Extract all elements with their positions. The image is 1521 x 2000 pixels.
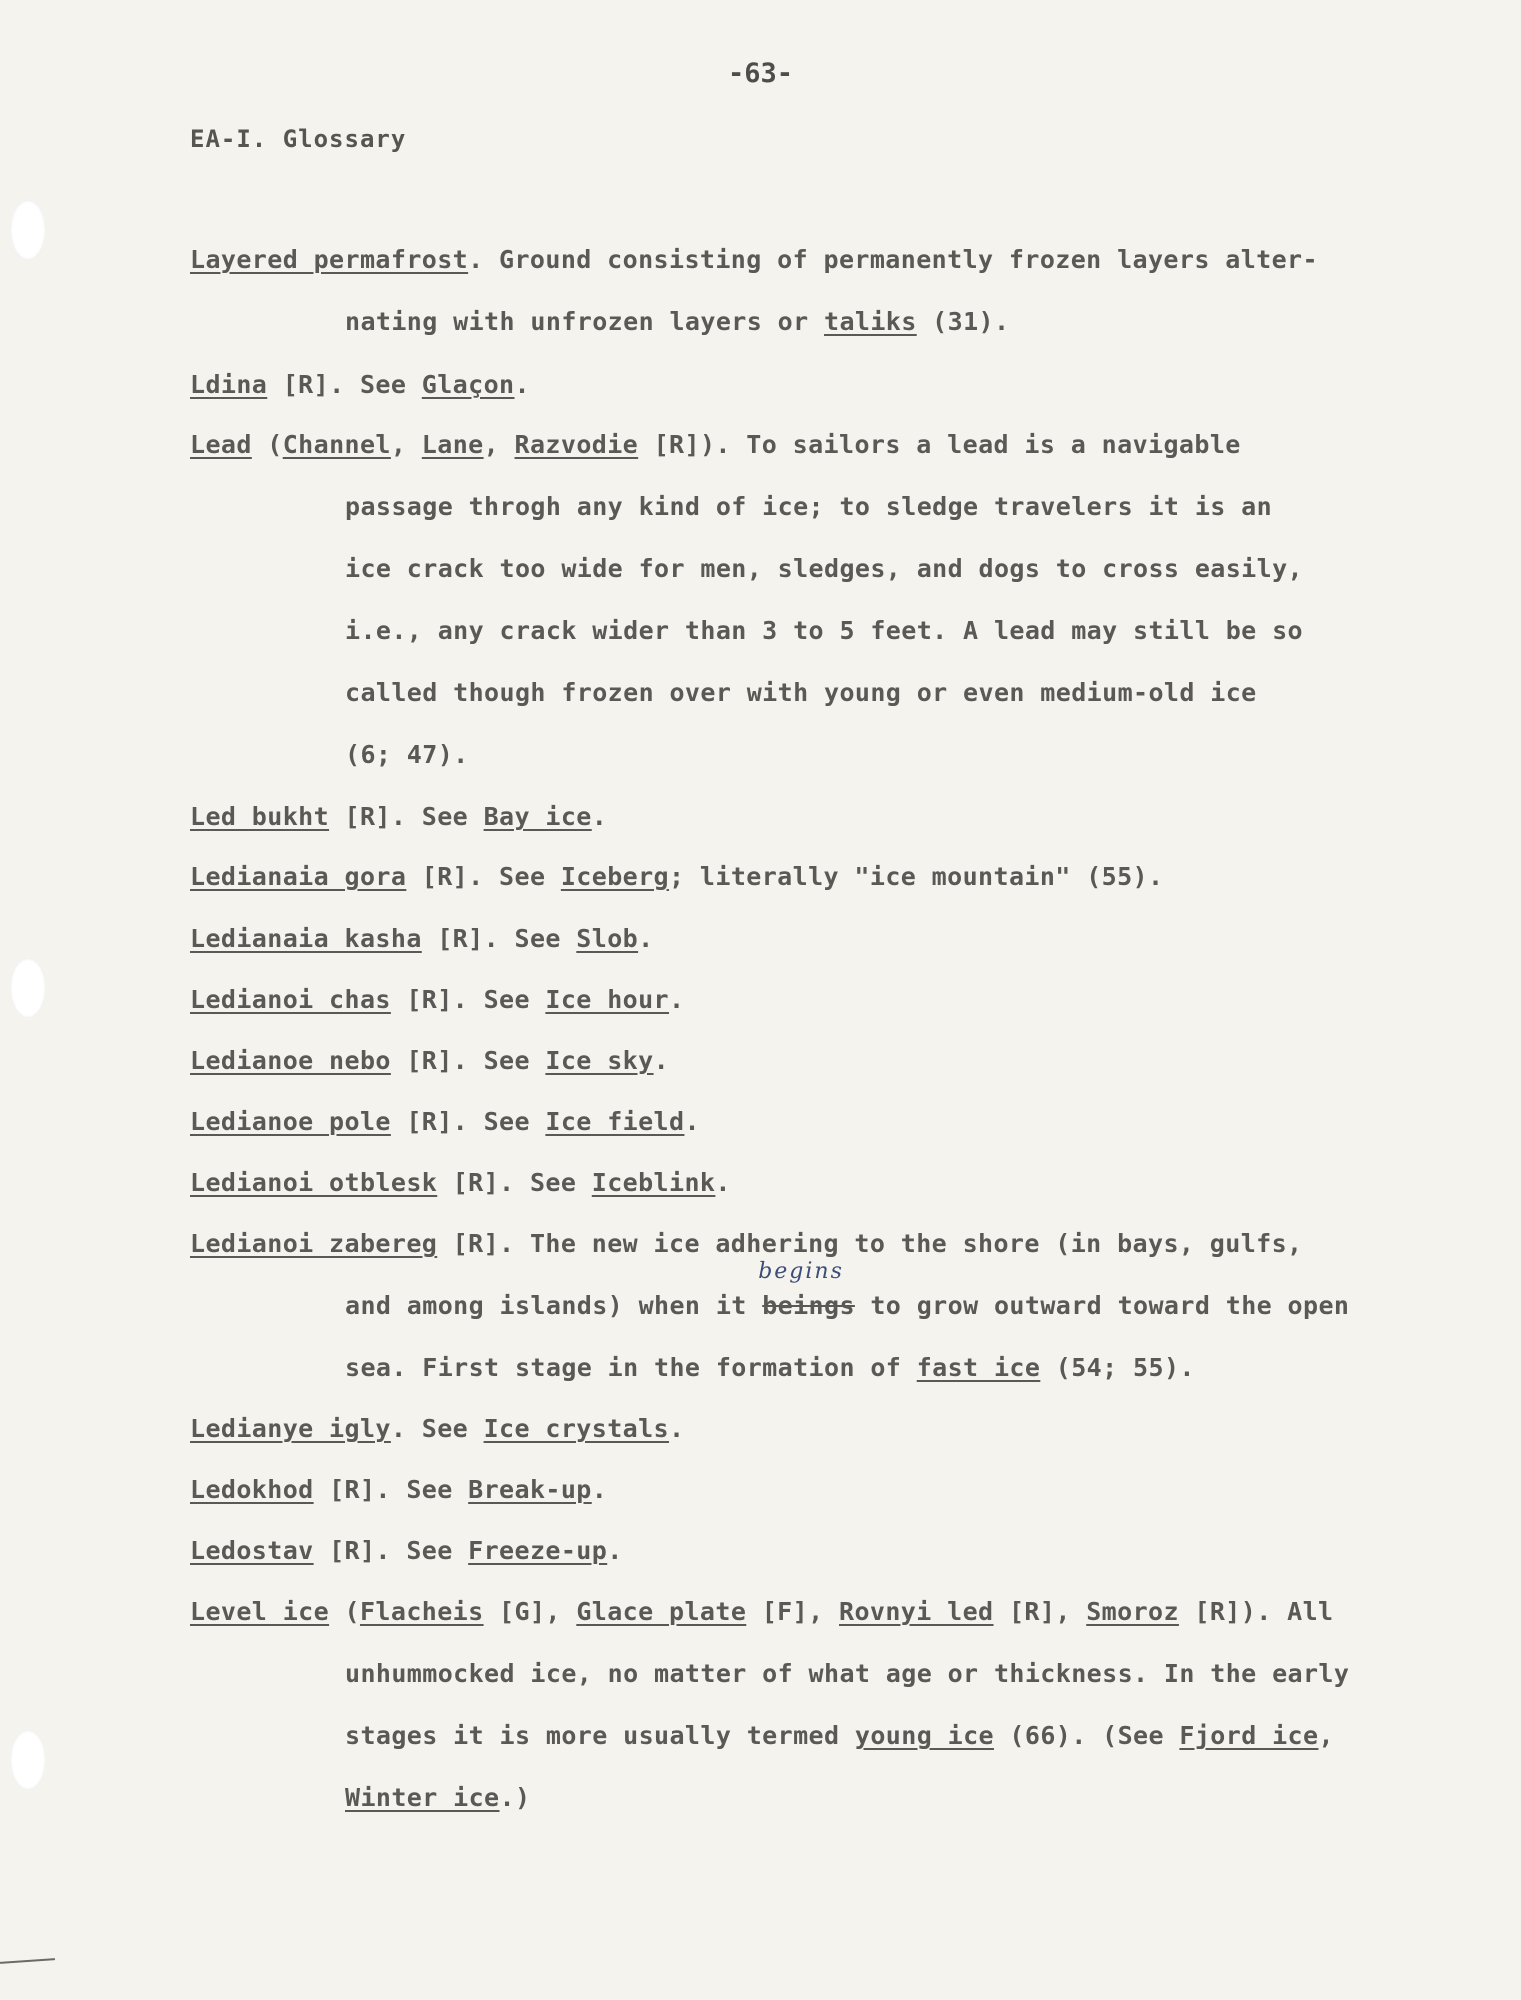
entry-term: Ledianaia kasha bbox=[190, 924, 422, 953]
cross-reference: Ice sky bbox=[545, 1046, 654, 1075]
synonym: Flacheis bbox=[359, 1597, 484, 1626]
entry-definition: . Ground consisting of permanently frozen layers alter- bbox=[468, 245, 1318, 274]
glossary-entry-led-bukht: Led bukht [R]. See Bay ice. bbox=[190, 802, 608, 831]
glossary-entry-ledianaia-gora: Ledianaia gora [R]. See Iceberg; literally "ice mountain" (55). bbox=[190, 862, 1164, 891]
entry-continuation: sea. First stage in the formation of fast ice (54; 55). bbox=[345, 1353, 1195, 1382]
entry-continuation: i.e., any crack wider than 3 to 5 feet. A lead may still be so bbox=[345, 616, 1303, 645]
handwritten-insertion: begins bbox=[758, 1259, 844, 1284]
glossary-entry-ledianoe-pole: Ledianoe pole [R]. See Ice field. bbox=[190, 1107, 700, 1136]
binder-hole bbox=[10, 958, 46, 1018]
cross-reference: Fjord ice bbox=[1179, 1721, 1319, 1750]
glossary-entry-ledostav: Ledostav [R]. See Freeze-up. bbox=[190, 1536, 623, 1565]
synonym: Lane bbox=[421, 430, 484, 459]
glossary-entry-ledianoe-nebo: Ledianoe nebo [R]. See Ice sky. bbox=[190, 1046, 670, 1075]
binder-hole bbox=[10, 200, 46, 260]
entry-term: Ledostav bbox=[190, 1536, 314, 1565]
entry-continuation: passage throgh any kind of ice; to sledge travelers it is an bbox=[345, 492, 1273, 521]
glossary-entry-ldina: Ldina [R]. See Glaçon. bbox=[190, 370, 530, 399]
glossary-entry-lead: Lead (Channel, Lane, Razvodie [R]). To sailors a lead is a navigable bbox=[190, 430, 1241, 459]
cross-reference: Ice field bbox=[545, 1107, 685, 1136]
glossary-entry-level-ice: Level ice (Flacheis [G], Glace plate [F], Rovnyi led [R], Smoroz [R]). All bbox=[190, 1597, 1334, 1626]
synonym: Glace plate bbox=[576, 1597, 747, 1626]
cross-reference: Freeze-up bbox=[468, 1536, 608, 1565]
entry-term: Ldina bbox=[190, 370, 268, 399]
entry-continuation: (6; 47). bbox=[345, 740, 469, 769]
entry-term: Led bukht bbox=[190, 802, 330, 831]
entry-term: Ledianoi otblesk bbox=[190, 1168, 438, 1197]
glossary-entry-layered-permafrost bbox=[190, 245, 1318, 274]
entry-term: Level ice bbox=[190, 1597, 330, 1626]
cross-reference: Slob bbox=[576, 924, 639, 953]
margin-pen-mark bbox=[0, 1958, 55, 1964]
cross-reference: Glaçon bbox=[421, 370, 515, 399]
glossary-entry-ledianye-igly: Ledianye igly. See Ice crystals. bbox=[190, 1414, 685, 1443]
entry-continuation: stages it is more usually termed young ice (66). (See Fjord ice, bbox=[345, 1721, 1334, 1750]
entry-term: Lead bbox=[190, 430, 252, 459]
entry-term: Ledianoe pole bbox=[190, 1107, 391, 1136]
glossary-entry-ledianoi-otblesk: Ledianoi otblesk [R]. See Iceblink. bbox=[190, 1168, 731, 1197]
cross-reference: young ice bbox=[854, 1721, 994, 1750]
cross-reference: Iceberg bbox=[560, 862, 670, 891]
synonym: Channel bbox=[282, 430, 391, 459]
entry-term: Ledokhod bbox=[190, 1475, 314, 1504]
cross-reference: taliks bbox=[824, 307, 917, 336]
entry-continuation: Winter ice.) bbox=[345, 1783, 531, 1812]
synonym: Razvodie bbox=[514, 430, 639, 459]
cross-reference: Bay ice bbox=[483, 802, 592, 831]
cross-reference: Winter ice bbox=[345, 1783, 500, 1812]
cross-reference: fast ice bbox=[916, 1353, 1041, 1382]
struck-word: beings bbox=[762, 1291, 855, 1320]
entry-term: Ledianoi zabereg bbox=[190, 1229, 438, 1258]
glossary-entry-ledianoi-chas: Ledianoi chas [R]. See Ice hour. bbox=[190, 985, 685, 1014]
cross-reference: Break-up bbox=[468, 1475, 592, 1504]
entry-term: Layered permafrost bbox=[190, 245, 469, 274]
glossary-entry-ledianaia-kasha: Ledianaia kasha [R]. See Slob. bbox=[190, 924, 654, 953]
glossary-entry-ledokhod: Ledokhod [R]. See Break-up. bbox=[190, 1475, 608, 1504]
entry-continuation: nating with unfrozen layers or taliks (31). bbox=[345, 307, 1010, 336]
cross-reference: Ice hour bbox=[545, 985, 670, 1014]
cross-reference: Ice crystals bbox=[483, 1414, 670, 1443]
synonym: Smoroz bbox=[1086, 1597, 1179, 1626]
entry-term: Ledianaia gora bbox=[190, 862, 407, 891]
entry-continuation: called though frozen over with young or even medium-old ice bbox=[345, 678, 1257, 707]
entry-continuation: unhummocked ice, no matter of what age or thickness. In the early bbox=[345, 1659, 1350, 1688]
entry-continuation: ice crack too wide for men, sledges, and dogs to cross easily, bbox=[345, 554, 1303, 583]
synonym: Rovnyi led bbox=[839, 1597, 994, 1626]
entry-term: Ledianye igly bbox=[190, 1414, 391, 1443]
entry-continuation: and among islands) when it begins beings to grow outward toward the open bbox=[345, 1259, 1350, 1320]
glossary-entry-ledianoi-zabereg: Ledianoi zabereg [R]. The new ice adhering to the shore (in bays, gulfs, bbox=[190, 1229, 1303, 1258]
entry-term: Ledianoi chas bbox=[190, 985, 391, 1014]
section-header: EA-I. Glossary bbox=[190, 125, 407, 153]
entry-term: Ledianoe nebo bbox=[190, 1046, 391, 1075]
handwritten-correction bbox=[758, 1259, 855, 1320]
binder-hole bbox=[10, 1730, 46, 1790]
page-number: -63- bbox=[727, 58, 794, 89]
cross-reference: Iceblink bbox=[591, 1168, 716, 1197]
